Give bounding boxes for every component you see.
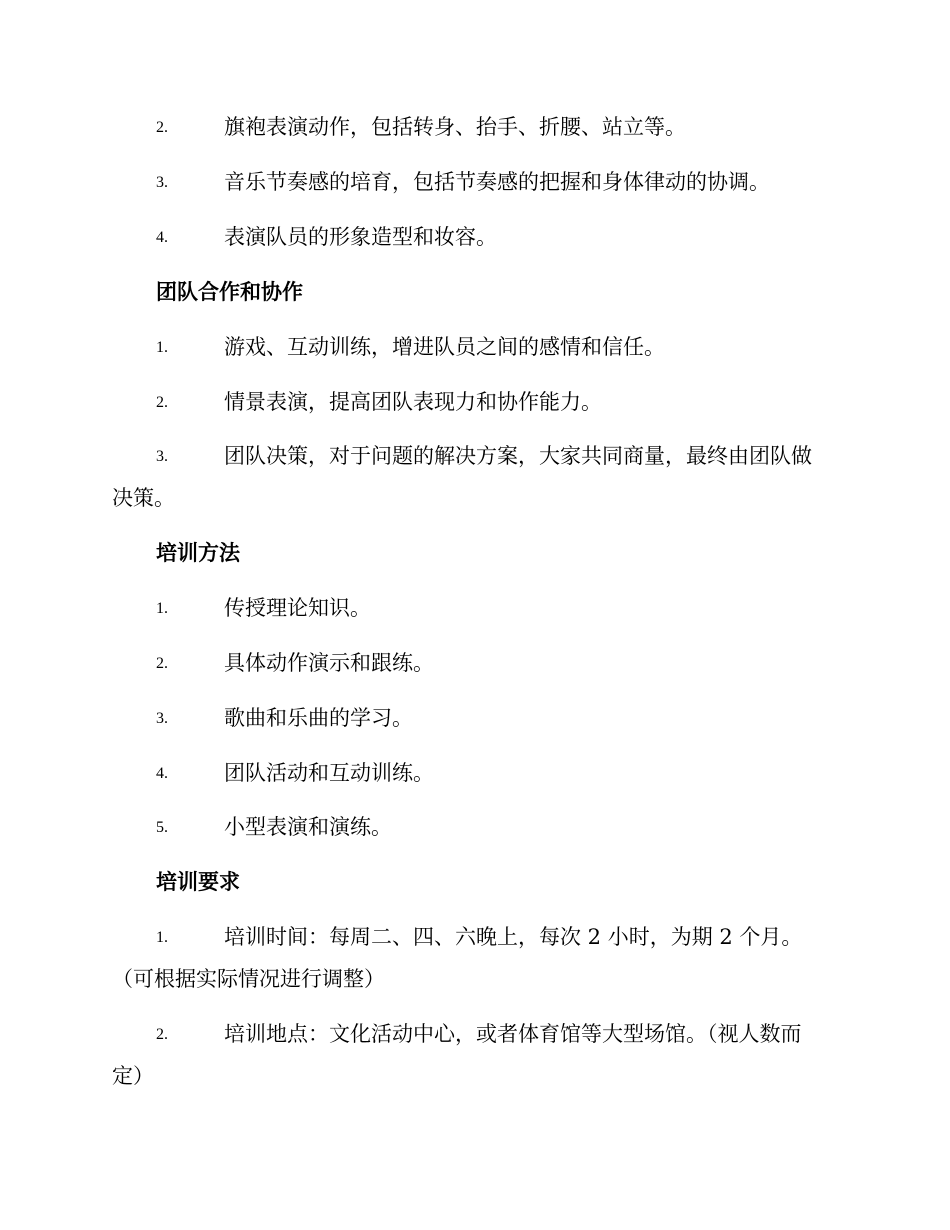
list-item-continuation — [0, 964, 950, 994]
list-item-text: 团队决策，对于问题的解决方案，大家共同商量，最终由团队做 — [224, 444, 812, 468]
list-item-text: 情景表演，提高团队表现力和协作能力。 — [224, 390, 602, 414]
list-item — [0, 222, 950, 252]
list-number: 4. — [156, 229, 168, 246]
list-number: 2. — [156, 655, 168, 672]
list-number: 2. — [156, 1026, 168, 1043]
list-item-continuation — [0, 1061, 950, 1091]
list-number: 4. — [156, 765, 168, 782]
list-item-text: 音乐节奏感的培育，包括节奏感的把握和身体律动的协调。 — [224, 170, 770, 194]
list-item-text: 游戏、互动训练，增进队员之间的感情和信任。 — [224, 335, 665, 359]
list-number: 2. — [156, 394, 168, 411]
list-item — [0, 812, 950, 842]
list-number: 5. — [156, 819, 168, 836]
list-number: 1. — [156, 600, 168, 617]
list-item — [0, 703, 950, 733]
list-item-text: 旗袍表演动作，包括转身、抬手、折腰、站立等。 — [224, 115, 686, 139]
list-item-text-continued: 决策。 — [112, 486, 175, 510]
list-item — [0, 112, 950, 142]
list-item — [0, 387, 950, 417]
section-heading: 培训要求 — [156, 870, 240, 894]
list-number: 3. — [156, 174, 168, 191]
list-item-text: 具体动作演示和跟练。 — [224, 651, 434, 675]
list-item — [0, 167, 950, 197]
list-item-text-continued: （可根据实际情况进行调整） — [112, 967, 385, 991]
list-item — [0, 332, 950, 362]
section-heading: 团队合作和协作 — [156, 280, 303, 304]
list-item — [0, 593, 950, 623]
list-item — [0, 758, 950, 788]
section-heading-teamwork — [0, 277, 950, 307]
section-heading-methods — [0, 538, 950, 568]
list-item-continuation — [0, 483, 950, 513]
list-item — [0, 648, 950, 678]
list-item-text: 歌曲和乐曲的学习。 — [224, 706, 413, 730]
list-item-text: 培训时间：每周二、四、六晚上，每次 2 小时，为期 2 个月。 — [224, 925, 803, 949]
list-item-text: 团队活动和互动训练。 — [224, 761, 434, 785]
list-item-text-continued: 定） — [112, 1064, 154, 1088]
list-number: 1. — [156, 929, 168, 946]
section-heading: 培训方法 — [156, 541, 240, 565]
list-item-text: 传授理论知识。 — [224, 596, 371, 620]
list-item — [0, 922, 950, 952]
list-item-text: 小型表演和演练。 — [224, 815, 392, 839]
list-item — [0, 1019, 950, 1049]
list-number: 1. — [156, 339, 168, 356]
section-heading-requirements — [0, 867, 950, 897]
list-item — [0, 441, 950, 471]
list-item-text: 培训地点：文化活动中心，或者体育馆等大型场馆。（视人数而 — [224, 1022, 802, 1046]
list-number: 3. — [156, 710, 168, 727]
list-number: 3. — [156, 448, 168, 465]
list-item-text: 表演队员的形象造型和妆容。 — [224, 225, 497, 249]
list-number: 2. — [156, 119, 168, 136]
